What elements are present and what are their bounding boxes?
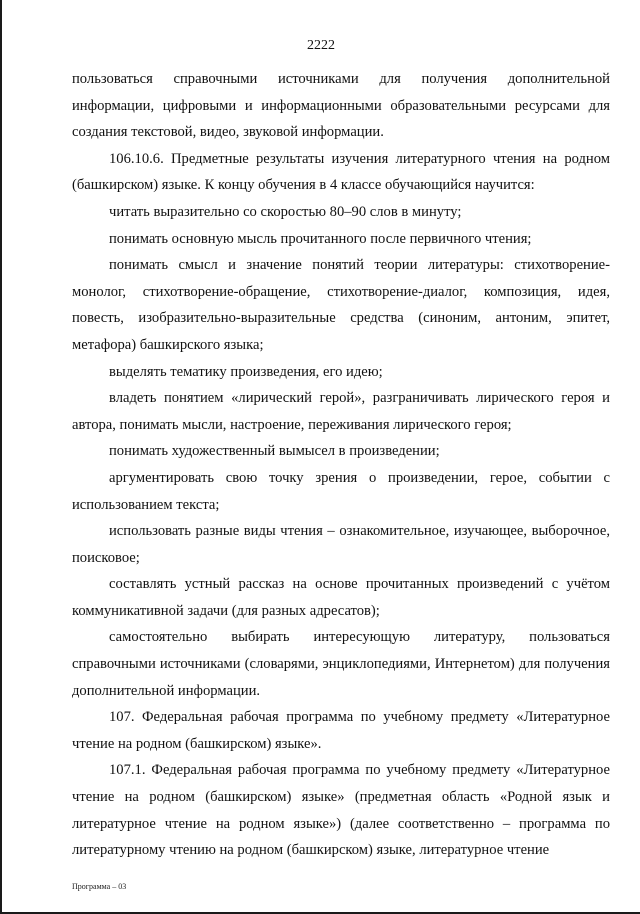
paragraph-continuation: пользоваться справочными источниками для получения дополнительной информации, цифровыми и информационными образовательными ресурсами для создания текстовой, видео, звуковой информации. [72, 71, 610, 141]
document-body [72, 66, 610, 864]
paragraph-section-107-1: 107.1. Федеральная рабочая программа по учебному предмету «Литературное чтение на родном (башкирском) языке» (предметная область «Родной язык и литературное чтение на родном языке») (далее соответственно – программа по литературному чтению на родном (башкирском) языке, литературное чтение [72, 762, 610, 859]
list-item-reading-types: использовать разные виды чтения – ознакомительное, изучающее, выборочное, поисковое; [72, 523, 610, 566]
list-item-literary-theory: понимать смысл и значение понятий теории литературы: стихотворение-монолог, стихотворение-обращение, стихотворение-диалог, композиция, идея, повесть, изобразительно-выразительные средства (синоним, антоним, эпитет, метафора) башкирского языка; [72, 257, 610, 353]
list-item-main-idea: понимать основную мысль прочитанного после первичного чтения; [109, 230, 532, 247]
list-item-lyrical-hero: владеть понятием «лирический герой», разграничивать лирического героя и автора, понимать мысли, настроение, переживания лирического героя; [72, 390, 610, 433]
paragraph-section-107: 107. Федеральная рабочая программа по учебному предмету «Литературное чтение на родном (башкирском) языке». [72, 709, 610, 752]
list-item-argument: аргументировать свою точку зрения о произведении, герое, событии с использованием текста; [72, 469, 610, 513]
list-item-fiction: понимать художественный вымысел в произведении; [109, 443, 440, 460]
list-item-self-selection: самостоятельно выбирать интересующую литературу, пользоваться справочными источниками (словарями, энциклопедиями, Интернетом) для получения дополнительной информации. [72, 629, 610, 699]
list-item-theme: выделять тематику произведения, его идею; [109, 363, 383, 380]
page-footer: Программа – 03 [72, 882, 127, 891]
list-item-oral-story: составлять устный рассказ на основе прочитанных произведений с учётом коммуникативной задачи (для разных адресатов); [72, 576, 610, 619]
list-item-read-aloud: читать выразительно со скоростью 80–90 слов в минуту; [109, 203, 462, 220]
page-number: 2222 [307, 38, 335, 53]
paragraph-section-106-10-6: 106.10.6. Предметные результаты изучения литературного чтения на родном (башкирском) языке. К концу обучения в 4 классе обучающийся научится: [72, 150, 610, 194]
